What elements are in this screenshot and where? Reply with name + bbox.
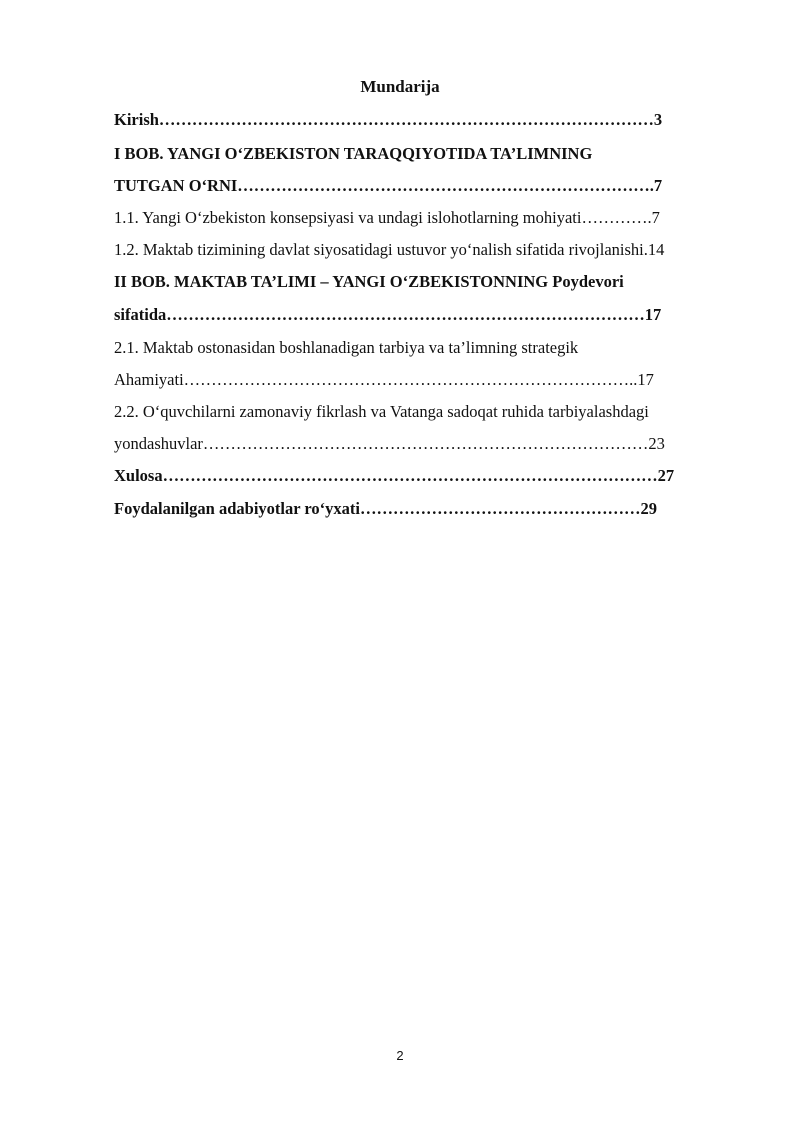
toc-entry-section-2-2-line-1: 2.2. O‘quvchilarni zamonaviy fikrlash va Vatanga sadoqat ruhida tarbiyalashdagi xyxy=(114,402,649,421)
toc-entry-xulosa: Xulosa………………………………………………………………………………27 xyxy=(114,466,675,485)
toc-entry-chapter-2-title-line-1: II BOB. MAKTAB TA’LIMI – YANGI O‘ZBEKISTONNING Poydevori xyxy=(114,272,624,291)
toc-entry-section-2-2-line-2: yondashuvlar………………………………………………………………………23 xyxy=(114,434,665,453)
toc-entry-chapter-1-title-line-2: TUTGAN O‘RNI………………………………………………………………….7 xyxy=(114,176,663,195)
toc-entry-references: Foydalanilgan adabiyotlar ro‘yxati……………………………………………29 xyxy=(114,499,658,518)
toc-entry-section-1-1: 1.1. Yangi O‘zbekiston konsepsiyasi va undagi islohotlarning mohiyati………….7 xyxy=(114,208,660,227)
toc-entry-chapter-2-title-line-2: sifatida……………………………………………………………………………17 xyxy=(114,305,662,324)
toc-entry-kirish: Kirish………………………………………………………………………………3 xyxy=(114,110,663,129)
page-number: 2 xyxy=(396,1048,404,1063)
toc-entry-section-2-1-line-1: 2.1. Maktab ostonasidan boshlanadigan tarbiya va ta’limning strategik xyxy=(114,338,579,357)
toc-title: Mundarija xyxy=(360,77,440,96)
toc-entry-section-2-1-line-2: Ahamiyati………………………………………………………………………..17 xyxy=(114,370,654,389)
toc-entry-section-1-2: 1.2. Maktab tizimining davlat siyosatidagi ustuvor yo‘nalish sifatida rivojlanishi.14 xyxy=(114,240,665,259)
toc-entry-chapter-1-title-line-1: I BOB. YANGI O‘ZBEKISTON TARAQQIYOTIDA TA’LIMNING xyxy=(114,144,593,163)
